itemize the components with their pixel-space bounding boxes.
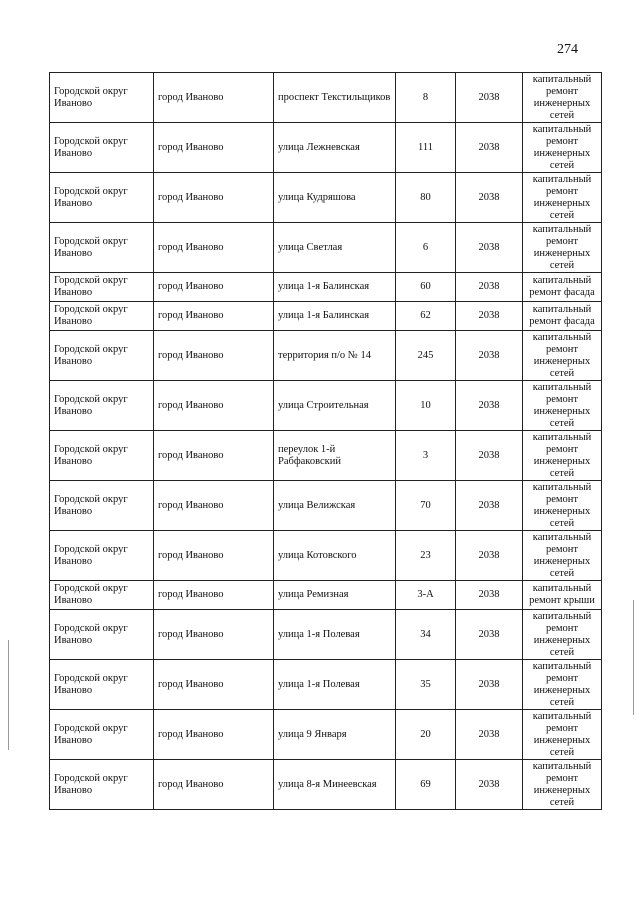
city-cell xyxy=(154,73,274,123)
house-number-cell-text: 35 xyxy=(420,678,431,690)
city-cell-text: город Иваново xyxy=(158,499,224,511)
work-type-cell xyxy=(523,223,602,273)
table-row xyxy=(50,73,602,123)
year-cell xyxy=(456,531,523,581)
city-cell xyxy=(154,302,274,331)
work-type-cell-text: капитальный ремонт инженерных сетей xyxy=(532,531,592,579)
street-cell-text: улица 9 Января xyxy=(278,728,347,740)
year-cell xyxy=(456,710,523,760)
district-cell-text: Городской округ Иваново xyxy=(54,772,128,796)
work-type-cell xyxy=(523,531,602,581)
table-row xyxy=(50,381,602,431)
work-type-cell xyxy=(523,173,602,223)
city-cell xyxy=(154,381,274,431)
city-cell-text: город Иваново xyxy=(158,628,224,640)
house-number-cell-text: 60 xyxy=(420,281,431,292)
city-cell xyxy=(154,173,274,223)
city-cell-text: город Иваново xyxy=(158,191,224,203)
district-cell xyxy=(50,581,154,610)
city-cell-text: город Иваново xyxy=(158,91,224,103)
house-number-cell-text: 10 xyxy=(420,399,431,411)
house-number-cell xyxy=(396,273,456,302)
house-number-cell-text: 62 xyxy=(420,310,431,321)
street-cell-text: улица 1-я Полевая xyxy=(278,628,360,640)
house-number-cell xyxy=(396,302,456,331)
house-number-cell xyxy=(396,710,456,760)
page-number: 274 xyxy=(557,42,578,57)
street-cell xyxy=(274,710,396,760)
street-cell xyxy=(274,302,396,331)
year-cell-text: 2038 xyxy=(478,281,500,292)
city-cell-text: город Иваново xyxy=(158,449,224,461)
table-body xyxy=(50,73,602,810)
street-cell xyxy=(274,531,396,581)
street-cell xyxy=(274,431,396,481)
year-cell-text: 2038 xyxy=(478,310,500,321)
street-cell-text: улица 1-я Полевая xyxy=(278,678,360,690)
house-number-cell xyxy=(396,331,456,381)
district-cell-text: Городской округ Иваново xyxy=(54,275,128,298)
district-cell xyxy=(50,710,154,760)
district-cell xyxy=(50,73,154,123)
house-number-cell xyxy=(396,610,456,660)
work-type-cell-text: капитальный ремонт фасада xyxy=(529,275,595,298)
work-type-cell-text: капитальный ремонт инженерных сетей xyxy=(532,331,592,379)
district-cell xyxy=(50,223,154,273)
work-type-cell-text: капитальный ремонт инженерных сетей xyxy=(532,381,592,429)
street-cell xyxy=(274,273,396,302)
street-cell-text: улица Кудряшова xyxy=(278,191,356,203)
street-cell xyxy=(274,610,396,660)
house-number-cell-text: 69 xyxy=(420,778,431,790)
city-cell xyxy=(154,610,274,660)
house-number-cell xyxy=(396,223,456,273)
work-type-cell xyxy=(523,760,602,810)
work-type-cell xyxy=(523,431,602,481)
year-cell-text: 2038 xyxy=(478,141,500,153)
street-cell xyxy=(274,760,396,810)
work-type-cell xyxy=(523,331,602,381)
work-type-cell-text: капитальный ремонт инженерных сетей xyxy=(532,710,592,758)
year-cell xyxy=(456,223,523,273)
house-number-cell xyxy=(396,173,456,223)
year-cell-text: 2038 xyxy=(478,589,500,600)
city-cell xyxy=(154,481,274,531)
scan-edge-mark xyxy=(8,640,9,750)
table-row xyxy=(50,331,602,381)
house-number-cell-text: 111 xyxy=(418,141,433,153)
house-number-cell xyxy=(396,123,456,173)
year-cell xyxy=(456,431,523,481)
repair-schedule-table xyxy=(49,72,602,810)
city-cell-text: город Иваново xyxy=(158,678,224,690)
year-cell xyxy=(456,73,523,123)
work-type-cell xyxy=(523,610,602,660)
house-number-cell xyxy=(396,431,456,481)
year-cell-text: 2038 xyxy=(478,678,500,690)
district-cell xyxy=(50,273,154,302)
district-cell xyxy=(50,331,154,381)
district-cell-text: Городской округ Иваново xyxy=(54,583,128,606)
work-type-cell-text: капитальный ремонт инженерных сетей xyxy=(532,173,592,221)
house-number-cell-text: 70 xyxy=(420,499,431,511)
work-type-cell-text: капитальный ремонт инженерных сетей xyxy=(532,431,592,479)
table-row xyxy=(50,531,602,581)
district-cell-text: Городской округ Иваново xyxy=(54,672,128,696)
table-row xyxy=(50,431,602,481)
district-cell-text: Городской округ Иваново xyxy=(54,85,128,109)
city-cell xyxy=(154,760,274,810)
district-cell xyxy=(50,610,154,660)
street-cell-text: улица Светлая xyxy=(278,241,343,253)
year-cell xyxy=(456,331,523,381)
street-cell-text: улица Лежневская xyxy=(278,141,360,153)
work-type-cell xyxy=(523,302,602,331)
work-type-cell-text: капитальный ремонт инженерных сетей xyxy=(532,123,592,171)
work-type-cell-text: капитальный ремонт фасада xyxy=(529,304,595,327)
year-cell xyxy=(456,581,523,610)
house-number-cell-text: 34 xyxy=(420,628,431,640)
table-row xyxy=(50,302,602,331)
street-cell-text: улица 1-я Балинская xyxy=(278,281,370,292)
street-cell xyxy=(274,481,396,531)
year-cell-text: 2038 xyxy=(478,191,500,203)
year-cell xyxy=(456,273,523,302)
year-cell-text: 2038 xyxy=(478,728,500,740)
year-cell xyxy=(456,381,523,431)
year-cell xyxy=(456,610,523,660)
year-cell xyxy=(456,173,523,223)
table-row xyxy=(50,481,602,531)
city-cell-text: город Иваново xyxy=(158,778,224,790)
work-type-cell-text: капитальный ремонт крыши xyxy=(529,583,595,606)
table-row xyxy=(50,223,602,273)
district-cell xyxy=(50,531,154,581)
house-number-cell xyxy=(396,73,456,123)
work-type-cell xyxy=(523,481,602,531)
year-cell-text: 2038 xyxy=(478,449,500,461)
house-number-cell xyxy=(396,531,456,581)
street-cell xyxy=(274,660,396,710)
year-cell-text: 2038 xyxy=(478,399,500,411)
year-cell-text: 2038 xyxy=(478,549,500,561)
district-cell-text: Городской округ Иваново xyxy=(54,722,128,746)
city-cell xyxy=(154,331,274,381)
work-type-cell xyxy=(523,710,602,760)
city-cell xyxy=(154,660,274,710)
house-number-cell xyxy=(396,381,456,431)
work-type-cell-text: капитальный ремонт инженерных сетей xyxy=(532,760,592,808)
scan-edge-mark xyxy=(633,600,634,715)
year-cell-text: 2038 xyxy=(478,91,500,103)
work-type-cell xyxy=(523,381,602,431)
house-number-cell xyxy=(396,660,456,710)
house-number-cell xyxy=(396,481,456,531)
work-type-cell xyxy=(523,273,602,302)
year-cell xyxy=(456,481,523,531)
street-cell-text: переулок 1-й Рабфаковский xyxy=(278,443,342,467)
city-cell-text: город Иваново xyxy=(158,349,224,361)
district-cell-text: Городской округ Иваново xyxy=(54,235,128,259)
district-cell-text: Городской округ Иваново xyxy=(54,304,128,327)
table-row xyxy=(50,273,602,302)
city-cell xyxy=(154,531,274,581)
work-type-cell xyxy=(523,123,602,173)
street-cell-text: улица 8-я Минеевская xyxy=(278,778,377,790)
street-cell-text: территория п/о № 14 xyxy=(278,349,371,361)
street-cell-text: улица Строительная xyxy=(278,399,369,411)
street-cell xyxy=(274,381,396,431)
work-type-cell xyxy=(523,660,602,710)
street-cell-text: улица Велижская xyxy=(278,499,356,511)
work-type-cell-text: капитальный ремонт инженерных сетей xyxy=(532,73,592,121)
house-number-cell xyxy=(396,760,456,810)
street-cell-text: улица Ремизная xyxy=(278,589,349,600)
district-cell-text: Городской округ Иваново xyxy=(54,185,128,209)
district-cell-text: Городской округ Иваново xyxy=(54,443,128,467)
year-cell-text: 2038 xyxy=(478,241,500,253)
table-row xyxy=(50,123,602,173)
house-number-cell-text: 80 xyxy=(420,191,431,203)
house-number-cell xyxy=(396,581,456,610)
work-type-cell-text: капитальный ремонт инженерных сетей xyxy=(532,223,592,271)
city-cell xyxy=(154,123,274,173)
street-cell xyxy=(274,581,396,610)
district-cell-text: Городской округ Иваново xyxy=(54,493,128,517)
district-cell-text: Городской округ Иваново xyxy=(54,393,128,417)
city-cell xyxy=(154,273,274,302)
city-cell xyxy=(154,431,274,481)
work-type-cell xyxy=(523,73,602,123)
house-number-cell-text: 3-А xyxy=(417,589,434,600)
city-cell xyxy=(154,223,274,273)
table-row xyxy=(50,660,602,710)
district-cell xyxy=(50,123,154,173)
district-cell-text: Городской округ Иваново xyxy=(54,543,128,567)
district-cell-text: Городской округ Иваново xyxy=(54,622,128,646)
year-cell-text: 2038 xyxy=(478,349,500,361)
district-cell-text: Городской округ Иваново xyxy=(54,343,128,367)
table-row xyxy=(50,760,602,810)
city-cell-text: город Иваново xyxy=(158,141,224,153)
street-cell xyxy=(274,173,396,223)
year-cell-text: 2038 xyxy=(478,778,500,790)
work-type-cell-text: капитальный ремонт инженерных сетей xyxy=(532,481,592,529)
work-type-cell-text: капитальный ремонт инженерных сетей xyxy=(532,610,592,658)
district-cell xyxy=(50,660,154,710)
city-cell-text: город Иваново xyxy=(158,281,224,292)
year-cell-text: 2038 xyxy=(478,499,500,511)
district-cell xyxy=(50,302,154,331)
house-number-cell-text: 20 xyxy=(420,728,431,740)
district-cell-text: Городской округ Иваново xyxy=(54,135,128,159)
year-cell xyxy=(456,660,523,710)
street-cell-text: улица 1-я Балинская xyxy=(278,310,370,321)
year-cell xyxy=(456,302,523,331)
table-row xyxy=(50,173,602,223)
city-cell xyxy=(154,710,274,760)
street-cell xyxy=(274,331,396,381)
city-cell-text: город Иваново xyxy=(158,728,224,740)
district-cell xyxy=(50,431,154,481)
street-cell xyxy=(274,73,396,123)
year-cell xyxy=(456,123,523,173)
street-cell-text: проспект Текстильщиков xyxy=(278,91,391,103)
work-type-cell-text: капитальный ремонт инженерных сетей xyxy=(532,660,592,708)
city-cell-text: город Иваново xyxy=(158,241,224,253)
house-number-cell-text: 245 xyxy=(417,349,434,361)
district-cell xyxy=(50,760,154,810)
house-number-cell-text: 23 xyxy=(420,549,431,561)
district-cell xyxy=(50,481,154,531)
district-cell xyxy=(50,173,154,223)
year-cell-text: 2038 xyxy=(478,628,500,640)
city-cell-text: город Иваново xyxy=(158,589,224,600)
street-cell xyxy=(274,123,396,173)
work-type-cell xyxy=(523,581,602,610)
house-number-cell-text: 3 xyxy=(422,449,429,461)
city-cell xyxy=(154,581,274,610)
city-cell-text: город Иваново xyxy=(158,399,224,411)
table-row xyxy=(50,710,602,760)
year-cell xyxy=(456,760,523,810)
street-cell xyxy=(274,223,396,273)
house-number-cell-text: 8 xyxy=(422,91,429,103)
table-row xyxy=(50,581,602,610)
city-cell-text: город Иваново xyxy=(158,549,224,561)
street-cell-text: улица Котовского xyxy=(278,549,357,561)
house-number-cell-text: 6 xyxy=(422,241,429,253)
district-cell xyxy=(50,381,154,431)
table-row xyxy=(50,610,602,660)
city-cell-text: город Иваново xyxy=(158,310,224,321)
